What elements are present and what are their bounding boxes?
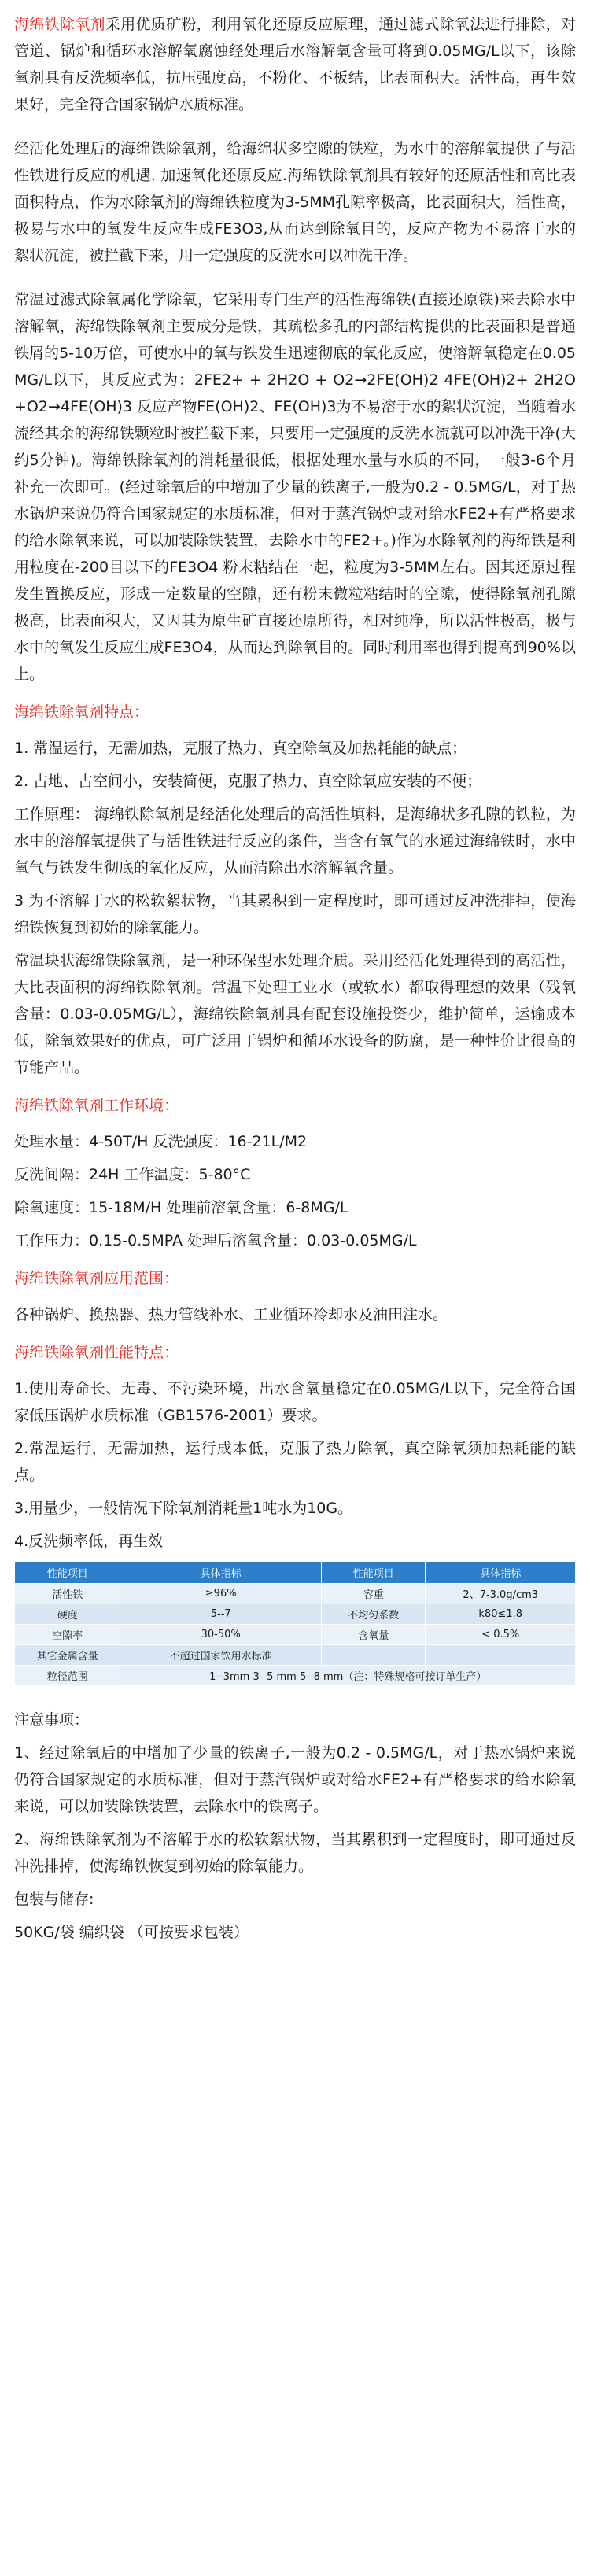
features-heading: 海绵铁除氧剂特点： xyxy=(14,703,149,721)
spec-header-cell: 具体指标 xyxy=(120,1562,322,1584)
features-summary: 常温块状海绵铁除氧剂，是一种环保型水处理介质。采用经活化处理得到的高活性，大比表面积的海绵铁除氧剂。常温下处理工业水（或软水）都取得理想的效果（残氧含量：0.03-0.05MG/L），海绵铁除氧剂具有配套设施投资少，维护简单，运输成本低，除氧效果好的优点，可广泛用于锅炉和循环水设备的防腐，是一种性价比很高的节能产品。 xyxy=(14,952,576,1076)
applications-text: 各种锅炉、换热器、热力管线补水、工业循环冷却水及油田注水。 xyxy=(14,1306,448,1323)
spec-cell: 硬度 xyxy=(15,1604,120,1625)
spec-table-row xyxy=(15,1584,576,1604)
spec-cell: 30-50% xyxy=(120,1625,322,1645)
spec-table xyxy=(14,1561,576,1686)
performance-heading: 海绵铁除氧剂性能特点： xyxy=(14,1344,179,1361)
spec-cell: ≥96% xyxy=(120,1584,322,1604)
feature-item-2: 2. 占地、占空间小，安装简便，克服了热力、真空除氧应安装的不便； xyxy=(14,773,482,790)
performance-item-2: 2.常温运行，无需加热，运行成本低，克服了热力除氧，真空除氧须加热耗能的缺点。 xyxy=(14,1440,576,1484)
spec-header-cell: 性能项目 xyxy=(15,1562,120,1584)
note-item-1: 1、经过除氧后的中增加了少量的铁离子,一般为0.2 - 0.5MG/L，对于热水锅炉来说仍符合国家规定的水质标准，但对于蒸汽锅炉或对给水FE2+有严格要求的给水除氧来说，可以加装除铁装置，去除水中的铁离子。 xyxy=(14,1744,576,1815)
intro-paragraph-3: 常温过滤式除氧属化学除氧，它采用专门生产的活性海绵铁(直接还原铁)来去除水中溶解氧，海绵铁除氧剂主要成分是铁，其疏松多孔的内部结构提供的比表面积是普通铁屑的5-10万倍，可使水中的氧与铁发生迅速彻底的氧化反应，使溶解氧稳定在0.05MG/L以下，其反应式为：2FE2+ + 2H2O + O2→2FE(OH)2 4FE(OH)2+ 2H2O +O2→4FE(OH)3 反应产物FE(OH)2、FE(OH)3为不易溶于水的絮状沉淀，当随着水流经其余的海绵铁颗粒时被拦截下来，只要用一定强度的反洗水流就可以冲洗干净(大约5分钟)。海绵铁除氧剂的消耗量很低，根据处理水量与水质的不同，一般3-6个月补充一次即可。(经过除氧后的中增加了少量的铁离子,一般为0.2 - 0.5MG/L，对于热水锅炉来说仍符合国家规定的水质标准，但对于蒸汽锅炉或对给水FE2+有严格要求的给水除氧来说，可以加装除铁装置，去除水中的FE2+。)作为水除氧剂的海绵铁是利用粒度在-200目以下的FE3O4 粉末粘结在一起，粒度为3-5MM左右。因其还原过程发生置换反应，形成一定数量的空隙，还有粉末微粒粘结时的空隙，使得除氧剂孔隙极高，比表面积大，又因其为原生矿直接还原所得，相对纯净，所以活性极高，极与水中的氧发生反应生成FE3O4，从而达到除氧目的。同时利用率也得到提高到90%以上。 xyxy=(14,291,576,683)
spec-cell: k80≤1.8 xyxy=(426,1604,576,1625)
spec-cell: < 0.5% xyxy=(426,1625,576,1645)
product-name-highlight: 海绵铁除氧剂 xyxy=(14,16,105,33)
note-item-2: 2、海绵铁除氧剂为不溶解于水的松软絮状物，当其累积到一定程度时，即可通过反冲洗排掉，使海绵铁恢复到初始的除氧能力。 xyxy=(14,1831,576,1875)
spec-table-header xyxy=(15,1562,576,1584)
spec-cell: 1--3mm 3--5 mm 5--8 mm（注：特殊规格可按订单生产） xyxy=(120,1666,576,1686)
spec-header-cell: 性能项目 xyxy=(321,1562,426,1584)
spec-table-row xyxy=(15,1604,576,1625)
feature-item-1: 1. 常温运行，无需加热，克服了热力、真空除氧及加热耗能的缺点； xyxy=(14,740,467,757)
spec-header-cell: 具体指标 xyxy=(426,1562,576,1584)
intro-paragraph-1 xyxy=(14,11,576,118)
spec-cell: 空隙率 xyxy=(15,1625,120,1645)
performance-item-1: 1.使用寿命长、无毒、不污染环境，出水含氧量稳定在0.05MG/L以下，完全符合国家低压锅炉水质标准（GB1576-2001）要求。 xyxy=(14,1380,576,1424)
spec-table-row xyxy=(15,1645,576,1666)
spec-cell: 粒径范围 xyxy=(15,1666,120,1686)
spec-cell-empty xyxy=(426,1645,576,1666)
condition-line: 工作压力：0.15-0.5MPA 处理后溶氧含量：0.03-0.05MG/L xyxy=(14,1232,417,1249)
spec-cell: 含氧量 xyxy=(321,1625,426,1645)
packaging-heading: 包装与储存: xyxy=(14,1891,94,1908)
spec-cell: 不超过国家饮用水标准 xyxy=(120,1645,322,1666)
spec-cell-empty xyxy=(321,1645,426,1666)
spec-cell: 不均匀系数 xyxy=(321,1604,426,1625)
condition-line: 处理水量：4-50T/H 反洗强度：16-21L/M2 xyxy=(14,1133,308,1150)
performance-item-3: 3.用量少，一般情况下除氧剂消耗量1吨水为10G。 xyxy=(14,1500,353,1517)
notes-heading: 注意事项： xyxy=(14,1711,90,1729)
applications-heading: 海绵铁除氧剂应用范围： xyxy=(14,1270,179,1287)
intro-paragraph-2: 经活化处理后的海绵铁除氧剂，给海绵状多空隙的铁粒，为水中的溶解氧提供了与活性铁进行反应的机遇. 加速氧化还原反应.海绵铁除氧剂具有较好的还原活性和高比表面积特点，作为水除氧剂的海绵铁粒度为3-5MM孔隙率极高，比表面积大，活性高，极易与水中的氧发生反应生成FE3O3,从而达到除氧目的，反应产物为不易溶于水的絮状沉淀，被拦截下来，用一定强度的反洗水可以冲洗干净。 xyxy=(14,140,576,264)
working-principle: 工作原理： 海绵铁除氧剂是经活化处理后的高活性填料，是海绵状多孔隙的铁粒，为水中的溶解氧提供了与活性铁进行反应的条件，当含有氧气的水通过海绵铁时，水中氧气与铁发生彻底的氧化反应，从而清除出水溶解氧含量。 xyxy=(14,806,576,877)
spec-table-row xyxy=(15,1625,576,1645)
spec-cell: 2、7-3.0g/cm3 xyxy=(426,1584,576,1604)
spec-cell: 其它金属含量 xyxy=(15,1645,120,1666)
condition-line: 反洗间隔：24H 工作温度：5-80°C xyxy=(14,1166,251,1183)
conditions-heading: 海绵铁除氧剂工作环境： xyxy=(14,1097,179,1114)
feature-item-3: 3 为不溶解于水的松软絮状物，当其累积到一定程度时，即可通过反冲洗排掉，使海绵铁恢复到初始的除氧能力。 xyxy=(14,892,576,936)
condition-line: 除氧速度：15-18M/H 处理前溶氧含量：6-8MG/L xyxy=(14,1199,348,1216)
packaging-text: 50KG/袋 编织袋 （可按要求包装） xyxy=(14,1924,249,1941)
intro-paragraph-1-text: 采用优质矿粉，利用氧化还原反应原理，通过滤式除氧法进行排除，对管道、锅炉和循环水溶解氧腐蚀经处理后水溶解氧含量可将到0.05MG/L以下，该除氧剂具有反洗频率低，抗压强度高，不粉化、不板结，比表面积大。活性高，再生效果好，完全符合国家锅炉水质标准。 xyxy=(14,16,576,113)
spec-cell: 活性铁 xyxy=(15,1584,120,1604)
spec-cell: 5--7 xyxy=(120,1604,322,1625)
performance-item-4: 4.反洗频率低，再生效 xyxy=(14,1533,164,1550)
spec-table-row xyxy=(15,1666,576,1686)
spec-cell: 容重 xyxy=(321,1584,426,1604)
